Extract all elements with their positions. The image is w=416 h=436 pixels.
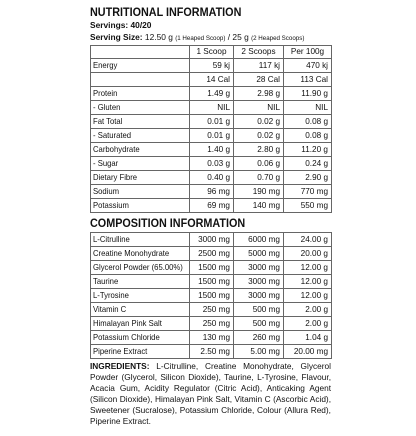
row-value: 2.90 g [284, 171, 332, 185]
row-value: 0.06 g [234, 157, 284, 171]
row-label: Taurine [91, 275, 190, 289]
table-row [91, 275, 332, 289]
servings-value: 40/20 [130, 20, 152, 30]
row-value: 11.20 g [284, 143, 332, 157]
row-value: 2500 mg [190, 247, 234, 261]
row-label: - Sugar [91, 157, 190, 171]
table-row [91, 101, 332, 115]
row-value: NIL [234, 101, 284, 115]
row-value: 2.00 g [284, 317, 332, 331]
row-label: Protein [91, 87, 190, 101]
serving-size-line [90, 31, 331, 43]
row-value: NIL [190, 101, 234, 115]
row-value: 12.00 g [284, 275, 332, 289]
row-label: Dietary Fibre [91, 171, 190, 185]
row-label: Creatine Monohydrate [91, 247, 190, 261]
row-value: 550 mg [284, 199, 332, 213]
row-label: Carbohydrate [91, 143, 190, 157]
table-row [91, 199, 332, 213]
row-value: 2.98 g [234, 87, 284, 101]
row-value: 1.49 g [190, 87, 234, 101]
row-value: 1.40 g [190, 143, 234, 157]
row-label: Sodium [91, 185, 190, 199]
row-value: 0.02 g [234, 115, 284, 129]
row-label: L-Tyrosine [91, 289, 190, 303]
header-cell: 1 Scoop [190, 46, 234, 59]
row-value: 2.50 mg [190, 345, 234, 359]
row-value: 2.00 g [284, 303, 332, 317]
row-value: 96 mg [190, 185, 234, 199]
row-label: Glycerol Powder (65.00%) [91, 261, 190, 275]
table-row [91, 233, 332, 247]
row-value: 260 mg [234, 331, 284, 345]
row-value: 59 kj [190, 59, 234, 73]
serving-size-value-2: 25 g [232, 32, 249, 42]
table-row [91, 87, 332, 101]
serving-size-label: Serving Size: [90, 32, 143, 42]
row-value: 250 mg [190, 303, 234, 317]
table-row [91, 129, 332, 143]
composition-table [90, 232, 332, 359]
table-row [91, 247, 332, 261]
row-value: 5.00 mg [234, 345, 284, 359]
table-row [91, 289, 332, 303]
row-label: Piperine Extract [91, 345, 190, 359]
row-value: 3000 mg [234, 289, 284, 303]
row-value: NIL [284, 101, 332, 115]
table-row [91, 303, 332, 317]
row-label: Potassium Chloride [91, 331, 190, 345]
row-value: 1500 mg [190, 275, 234, 289]
row-value: 190 mg [234, 185, 284, 199]
row-value: 0.03 g [190, 157, 234, 171]
row-label: L-Citrulline [91, 233, 190, 247]
table-row [91, 261, 332, 275]
row-value: 1.04 g [284, 331, 332, 345]
table-header-row [91, 46, 332, 59]
table-row [91, 73, 332, 87]
row-value: 117 kj [234, 59, 284, 73]
row-value: 5000 mg [234, 247, 284, 261]
row-value: 0.02 g [234, 129, 284, 143]
row-value: 470 kj [284, 59, 332, 73]
table-row [91, 317, 332, 331]
table-row [91, 157, 332, 171]
serving-size-note-2: (2 Heaped Scoops) [251, 35, 305, 42]
row-value: 3000 mg [190, 233, 234, 247]
table-row [91, 59, 332, 73]
row-value: 113 Cal [284, 73, 332, 87]
row-label: Fat Total [91, 115, 190, 129]
header-cell: 2 Scoops [234, 46, 284, 59]
table-row [91, 331, 332, 345]
row-value: 0.08 g [284, 129, 332, 143]
ingredients-paragraph [90, 361, 331, 428]
row-value: 0.24 g [284, 157, 332, 171]
serving-size-value-1: 12.50 g [144, 32, 173, 42]
row-value: 2.80 g [234, 143, 284, 157]
header-cell [91, 46, 190, 59]
table-row [91, 143, 332, 157]
row-label [91, 73, 190, 87]
ingredients-text: L-Citrulline, Creatine Monohydrate, Glycerol Powder (Glycerol, Silicon Dioxide), Taurine, L-Tyrosine, Flavour, Acacia Gum, Acidity Regulator (Citric Acid), Anticaking Agent (Silicon Dioxide), Himalayan Pink Salt, Vitamin C (Ascorbic Acid), Sweetener (Sucralose), Potassium Chloride, Colour (Allura Red), Piperine Extract. [90, 361, 331, 427]
row-label: Himalayan Pink Salt [91, 317, 190, 331]
row-value: 20.00 mg [284, 345, 332, 359]
supplement-label [90, 4, 331, 436]
row-value: 12.00 g [284, 261, 332, 275]
ingredients-label: INGREDIENTS: [90, 361, 150, 371]
composition-title: COMPOSITION INFORMATION [90, 216, 246, 230]
table-row [91, 185, 332, 199]
row-value: 140 mg [234, 199, 284, 213]
row-label: Potassium [91, 199, 190, 213]
row-value: 6000 mg [234, 233, 284, 247]
row-value: 28 Cal [234, 73, 284, 87]
row-label: - Gluten [91, 101, 190, 115]
row-value: 0.01 g [190, 129, 234, 143]
row-value: 0.70 g [234, 171, 284, 185]
row-value: 11.90 g [284, 87, 332, 101]
table-row [91, 115, 332, 129]
row-value: 0.08 g [284, 115, 332, 129]
row-label: Energy [91, 59, 190, 73]
row-label: Vitamin C [91, 303, 190, 317]
row-value: 3000 mg [234, 275, 284, 289]
row-value: 24.00 g [284, 233, 332, 247]
servings-line [90, 20, 331, 31]
row-value: 130 mg [190, 331, 234, 345]
serving-size-separator: / [227, 32, 231, 42]
servings-label: Servings: [90, 20, 129, 30]
row-value: 500 mg [234, 303, 284, 317]
serving-size-note-1: (1 Heaped Scoop) [175, 35, 226, 42]
row-value: 1500 mg [190, 261, 234, 275]
row-value: 0.40 g [190, 171, 234, 185]
row-value: 1500 mg [190, 289, 234, 303]
row-value: 770 mg [284, 185, 332, 199]
table-row [91, 345, 332, 359]
row-value: 500 mg [234, 317, 284, 331]
row-value: 69 mg [190, 199, 234, 213]
row-label: - Saturated [91, 129, 190, 143]
row-value: 0.01 g [190, 115, 234, 129]
nutrition-title: NUTRITIONAL INFORMATION [90, 5, 242, 19]
row-value: 12.00 g [284, 289, 332, 303]
row-value: 20.00 g [284, 247, 332, 261]
header-cell: Per 100g [284, 46, 332, 59]
row-value: 250 mg [190, 317, 234, 331]
nutrition-table [90, 45, 332, 213]
row-value: 3000 mg [234, 261, 284, 275]
table-row [91, 171, 332, 185]
row-value: 14 Cal [190, 73, 234, 87]
